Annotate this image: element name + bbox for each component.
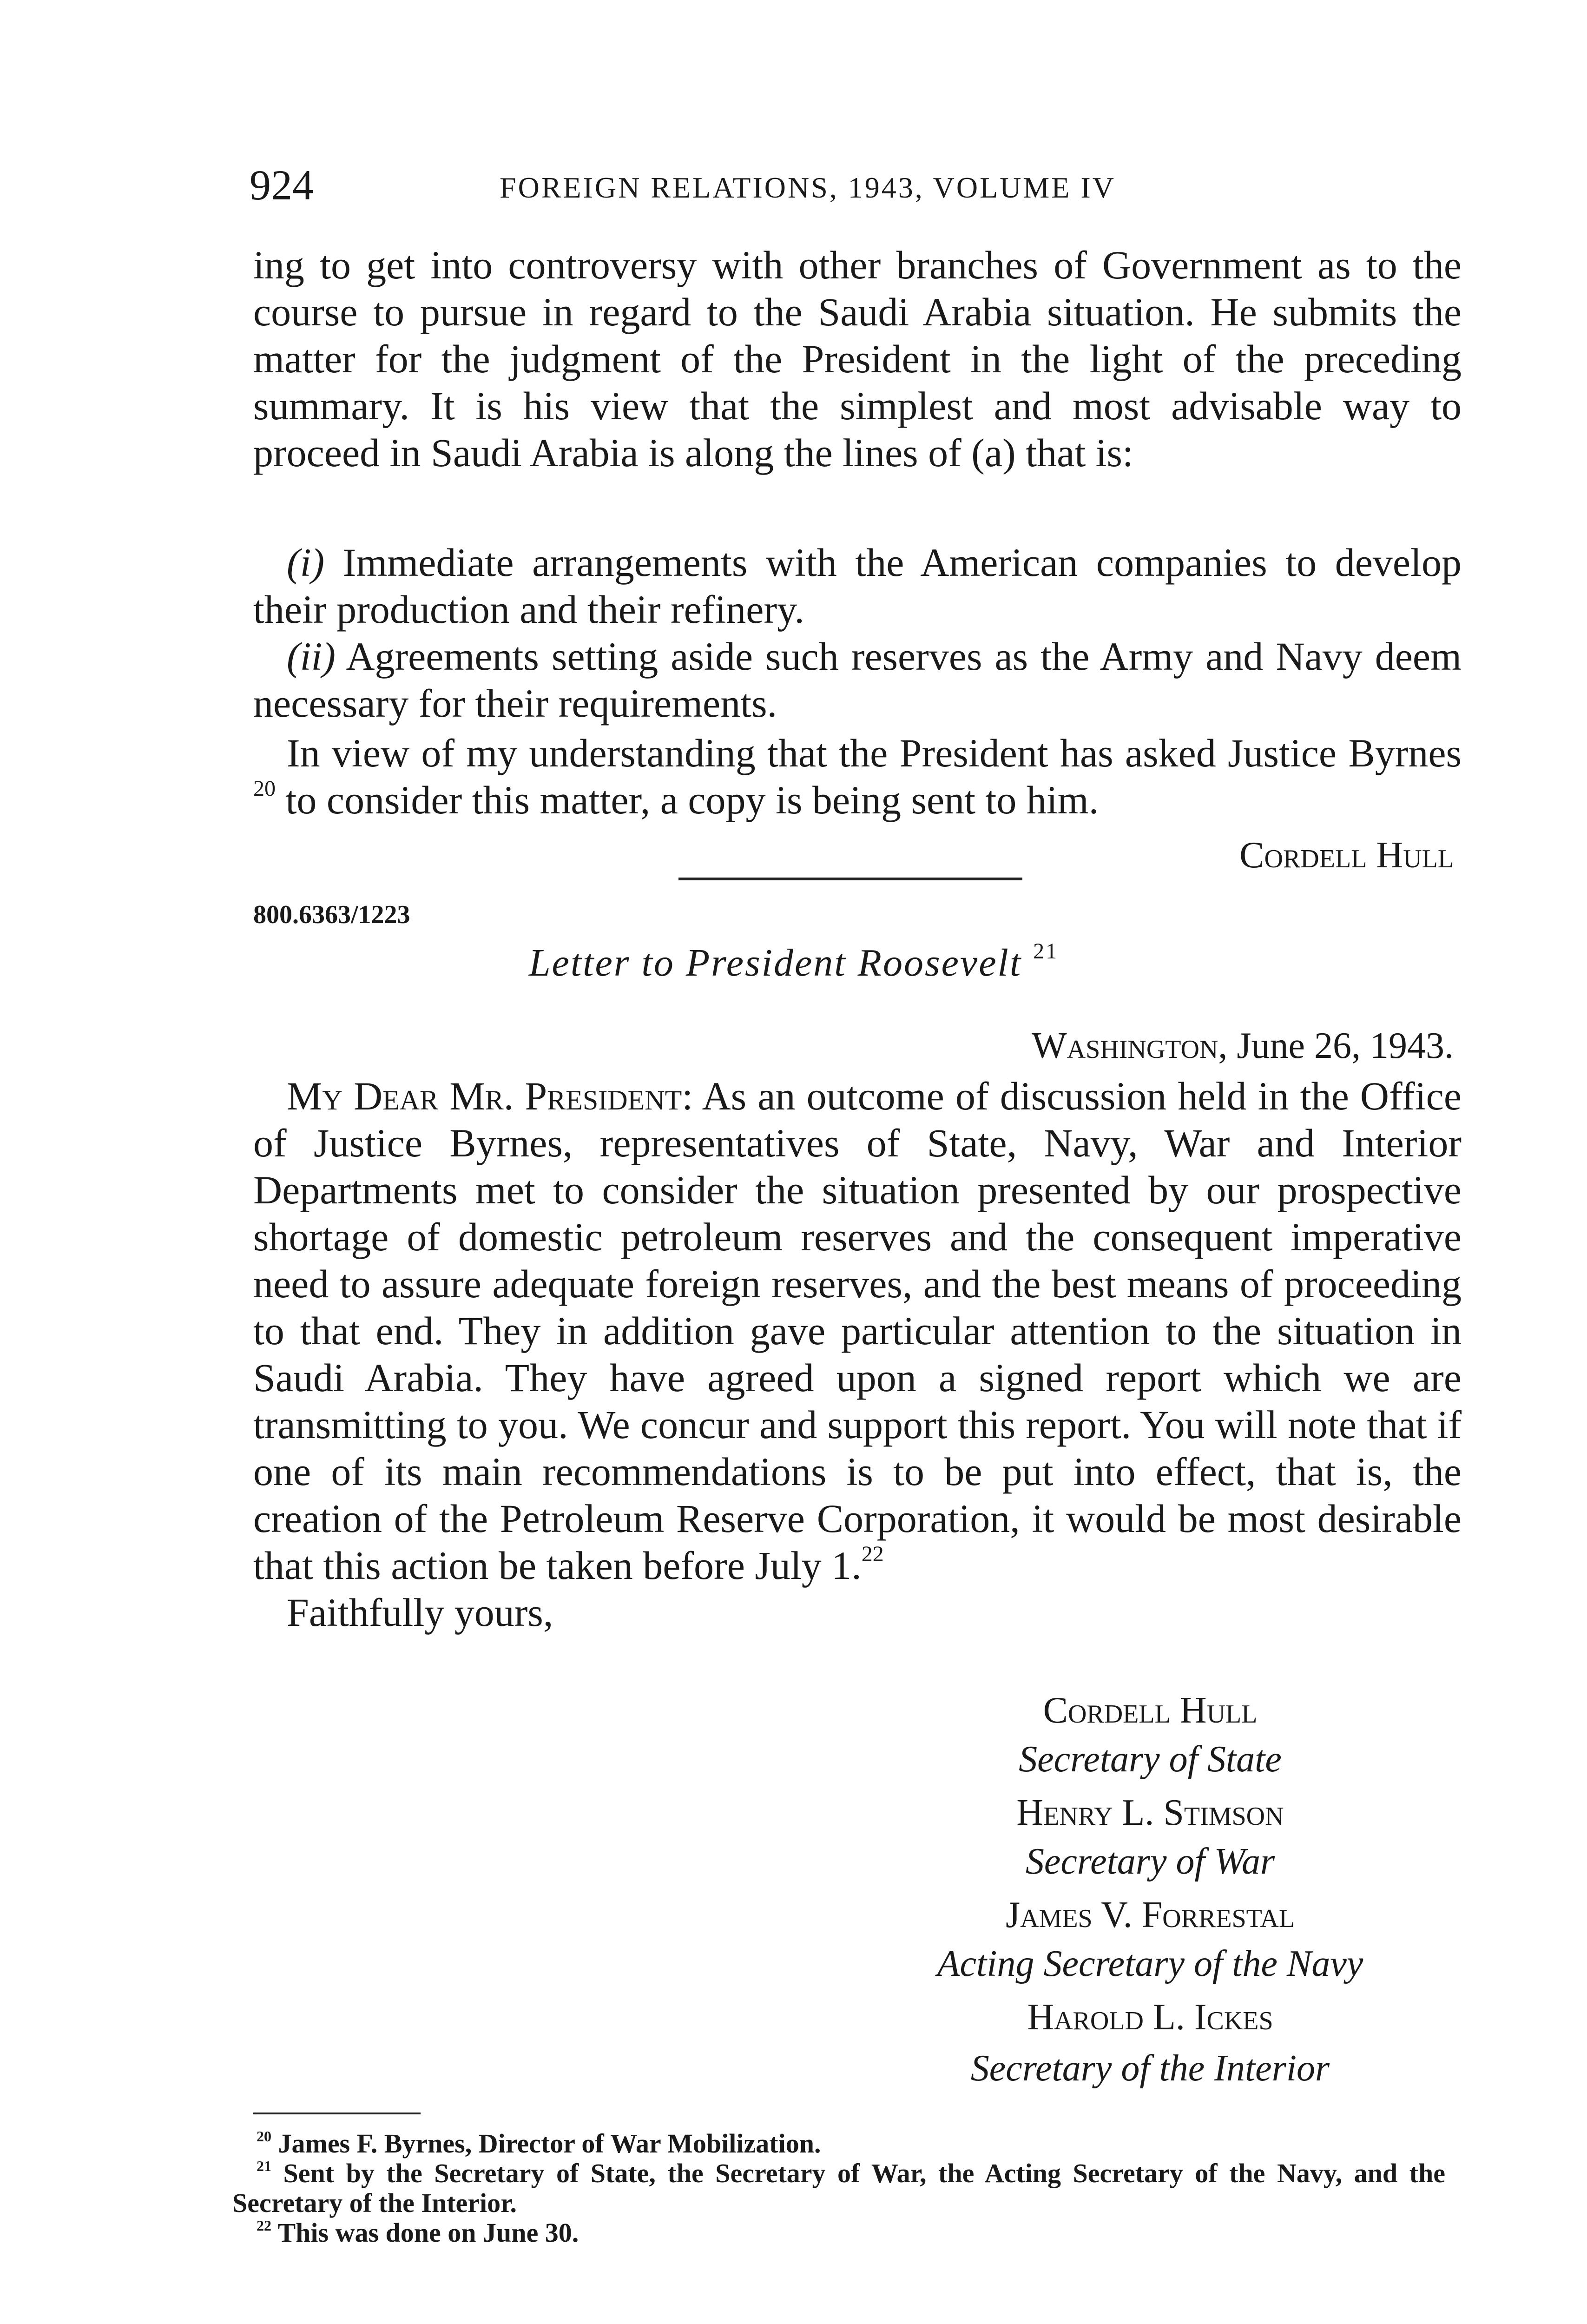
footnote: $^{21}$ Sent by the Secretary of State, the Secretary of War, the Acting Secretary of the Navy, and the Secretary of the Interior. xyxy=(232,2157,1445,2218)
letter-date: , June 26, 1943. xyxy=(1218,1025,1454,1066)
memo-item-i xyxy=(253,539,1462,633)
memo-signature: Cordell Hull xyxy=(1239,835,1454,876)
footnote-ref-20: 20 xyxy=(253,776,276,801)
memo-item-ii xyxy=(253,633,1462,727)
signatory-name: Harold L. Ickes xyxy=(1027,1997,1273,2038)
footnote-divider xyxy=(253,2113,421,2114)
memo-opening-text: ing to get into controversy with other branches of Government as to the course to pursue in regard to the Saudi Arabia situation. He submits the matter for the judgment of the President in the light of the preceding summary. It is his view that the simplest and most advisable way to proceed in Saudi Arabia is along the lines of (a) that is: xyxy=(253,243,1462,475)
letter-place: Washington xyxy=(1032,1025,1218,1066)
memo-closing-text-after: to consider this matter, a copy is being sent to him. xyxy=(276,778,1099,822)
memo-item-ii-text: Agreements setting aside such reserves as the Army and Navy deem necessary for their requirements. xyxy=(253,634,1462,726)
footnote: $^{20}$ James F. Byrnes, Director of War Mobilization. xyxy=(257,2127,821,2159)
memo-item-i-marker: (i) xyxy=(287,540,325,585)
signatory-title: Secretary of State xyxy=(1019,1739,1282,1780)
footnote-ref-22: 22 xyxy=(861,1542,884,1567)
letter-title: Letter to President Roosevelt $^{21}$ xyxy=(528,939,1059,984)
memo-item-list xyxy=(253,539,1462,727)
memo-item-ii-marker: (ii) xyxy=(287,634,336,679)
letter-body-text: : As an outcome of discussion held in the Office of Justice Byrnes, representatives of State, Navy, War and Interior Departments met to consider the situation presented by our prospective shortage of domestic petroleum reserves and the consequent imperative need to assure adequate foreign reserves, and the best means of proceeding to that end. They in addition gave particular attention to the situation in Saudi Arabia. They have agreed upon a signed report which we are transmitting to you. We concur and support this report. You will note that if one of its main recommendations is to be put into effect, that is, the creation of the Petroleum Reserve Corporation, it would be most desirable that this action be taken before July 1. xyxy=(253,1074,1462,1588)
memo-item-i-text: Immediate arrangements with the American companies to develop their production and their refinery. xyxy=(253,540,1462,632)
signatory-name: Henry L. Stimson xyxy=(1016,1792,1284,1833)
signatory-name: James V. Forrestal xyxy=(1005,1895,1295,1935)
footnotes xyxy=(232,2129,1445,2248)
section-divider xyxy=(678,878,1022,880)
place-date-line xyxy=(1032,1027,1454,1064)
signatory-name: Cordell Hull xyxy=(1043,1690,1258,1731)
running-title: FOREIGN RELATIONS, 1943, VOLUME IV xyxy=(500,171,1116,204)
memo-closing-text-before: In view of my understanding that the President has asked Justice Byrnes xyxy=(287,731,1462,775)
footnote: $^{22}$ This was done on June 30. xyxy=(257,2217,579,2248)
complimentary-close: Faithfully yours, xyxy=(287,1590,553,1635)
page-number: 924 xyxy=(250,161,314,209)
footnote-ref-21: 21 xyxy=(1033,939,1059,964)
signatory-title: Secretary of War xyxy=(1025,1841,1275,1882)
signatory-title: Secretary of the Interior xyxy=(970,2048,1330,2089)
salutation: My Dear Mr. President xyxy=(287,1074,682,1118)
memo-closing-paragraph xyxy=(253,730,1462,824)
letter-body xyxy=(253,1073,1462,1636)
signatory-title: Acting Secretary of the Navy xyxy=(937,1943,1363,1984)
file-number: 800.6363/1223 xyxy=(253,900,410,929)
memo-opening-paragraph xyxy=(253,242,1462,476)
